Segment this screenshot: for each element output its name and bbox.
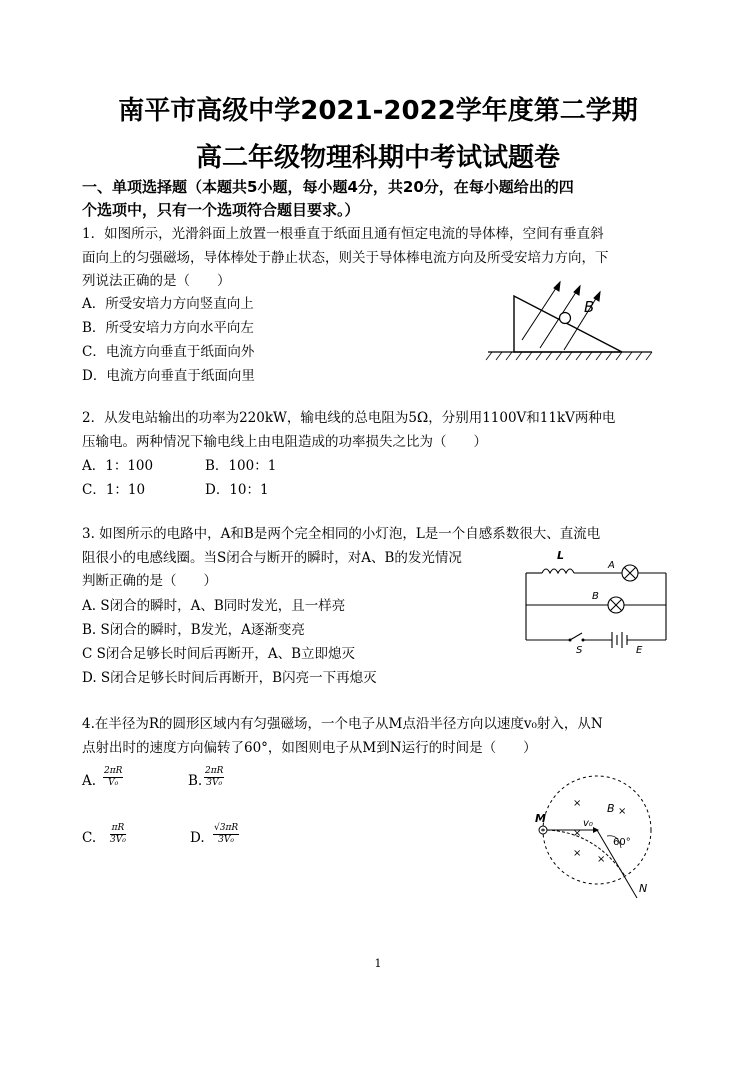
q1-text-line3: 列说法正确的是（ ）: [82, 273, 231, 289]
q4-cross-mark: ×: [573, 848, 582, 859]
q4-option-c-fraction: [110, 823, 126, 846]
q3-lamp-a-label: A: [608, 560, 615, 571]
q1-incline-figure: [480, 270, 660, 370]
q3-circuit-figure: [520, 545, 670, 655]
q3-switch-label: S: [576, 645, 583, 656]
section-heading-line1: 一、单项选择题（本题共5小题，每小题4分，共20分，在每小题给出的四: [82, 178, 574, 196]
q1-option-a: A．所受安培力方向竖直向上: [82, 296, 254, 312]
q4-angle-label: 60°: [613, 837, 631, 848]
q2-option-c: C．1：10: [82, 482, 146, 498]
q4-text-line1: 4.在半径为R的圆形区域内有匀强磁场，一个电子从M点沿半径方向以速度v₀射入，从N: [82, 716, 603, 732]
q4-point-n-label: N: [639, 882, 648, 895]
q1-field-label: B: [584, 298, 595, 316]
q4-option-b-numerator: 2πR: [205, 766, 224, 776]
q3-text-line3: 判断正确的是（ ）: [82, 573, 217, 589]
q4-cross-mark: ×: [573, 798, 582, 809]
q4-option-b-label: B.: [188, 773, 203, 789]
q3-option-b: B. S闭合的瞬时，B发光，A逐渐变亮: [82, 622, 305, 638]
q4-option-a-numerator: 2πR: [104, 766, 123, 776]
q4-cross-mark: ×: [573, 828, 582, 839]
q2-option-b: B．100：1: [205, 458, 277, 474]
q3-battery-label: E: [636, 645, 643, 656]
q4-magnetic-field-figure: [535, 770, 665, 900]
q4-option-b-fraction: [204, 766, 224, 789]
q4-text-line2: 点射出时的速度方向偏转了60°，如图则电子从M到N运行的时间是（ ）: [82, 740, 537, 756]
q4-cross-mark: ×: [618, 806, 627, 817]
section-heading: [82, 176, 682, 222]
q3-text-line1: 3. 如图所示的电路中，A和B是两个完全相同的小灯泡，L是一个自感系数很大、直流电: [82, 526, 601, 542]
q3-option-c: C S闭合足够长时间后再断开，A、B立即熄灭: [82, 646, 356, 662]
q3-lamp-b-label: B: [592, 591, 599, 602]
q1-text-line1: 1．如图所示，光滑斜面上放置一根垂直于纸面且通有恒定电流的导体棒，空间有垂直斜: [82, 226, 604, 242]
q4-cross-mark: ×: [597, 854, 606, 865]
q2-text-line2: 压输电。两种情况下输电线上由电阻造成的功率损失之比为（ ）: [82, 434, 487, 450]
q2-text-line1: 2．从发电站输出的功率为220kW，输电线的总电阻为5Ω，分别用1100V和11kV两种电: [82, 410, 616, 426]
q4-option-a-denominator: V₀: [108, 778, 119, 788]
q4-option-d-denominator: 3V₀: [218, 835, 234, 845]
q1-text-line2: 面向上的匀强磁场，导体棒处于静止状态，则关于导体棒电流方向及所受安培力方向，下: [82, 250, 609, 266]
q2-option-a: A．1：100: [82, 458, 154, 474]
q4-option-a-label: A.: [82, 773, 97, 789]
exam-title-line1: 南平市高级中学2021-2022学年度第二学期: [118, 96, 638, 126]
q4-field-label: B: [607, 802, 615, 815]
q3-inductor-label: L: [557, 549, 565, 562]
q4-option-d-numerator: √3πR: [214, 823, 239, 833]
q4-point-m-label: M: [535, 812, 546, 825]
section-heading-line2: 个选项中，只有一个选项符合题目要求。）: [82, 201, 360, 219]
q3-text-line2: 阻很小的电感线圈。当S闭合与断开的瞬时，对A、B的发光情况: [82, 550, 462, 566]
q4-option-a-fraction: [103, 766, 123, 789]
q2-option-d: D．10：1: [205, 482, 269, 498]
q3-option-a: A. S闭合的瞬时，A、B同时发光，且一样亮: [82, 598, 346, 614]
q4-option-b-denominator: 3V₀: [206, 778, 223, 788]
page-number: 1: [374, 957, 382, 970]
q4-option-d-label: D.: [190, 830, 205, 846]
exam-title-line2: 高二年级物理科期中考试试题卷: [195, 143, 560, 173]
q4-velocity-label: v₀: [583, 818, 593, 829]
q4-option-c-denominator: 3V₀: [110, 835, 126, 845]
q4-option-d-fraction: [213, 823, 239, 846]
q1-option-c: C．电流方向垂直于纸面向外: [82, 344, 255, 360]
q3-option-d: D. S闭合足够长时间后再断开，B闪亮一下再熄灭: [82, 670, 377, 686]
q4-option-c-numerator: πR: [111, 823, 125, 833]
q1-option-b: B．所受安培力方向水平向左: [82, 320, 254, 336]
q1-option-d: D．电流方向垂直于纸面向里: [82, 368, 255, 384]
q4-option-c-label: C.: [82, 830, 97, 846]
